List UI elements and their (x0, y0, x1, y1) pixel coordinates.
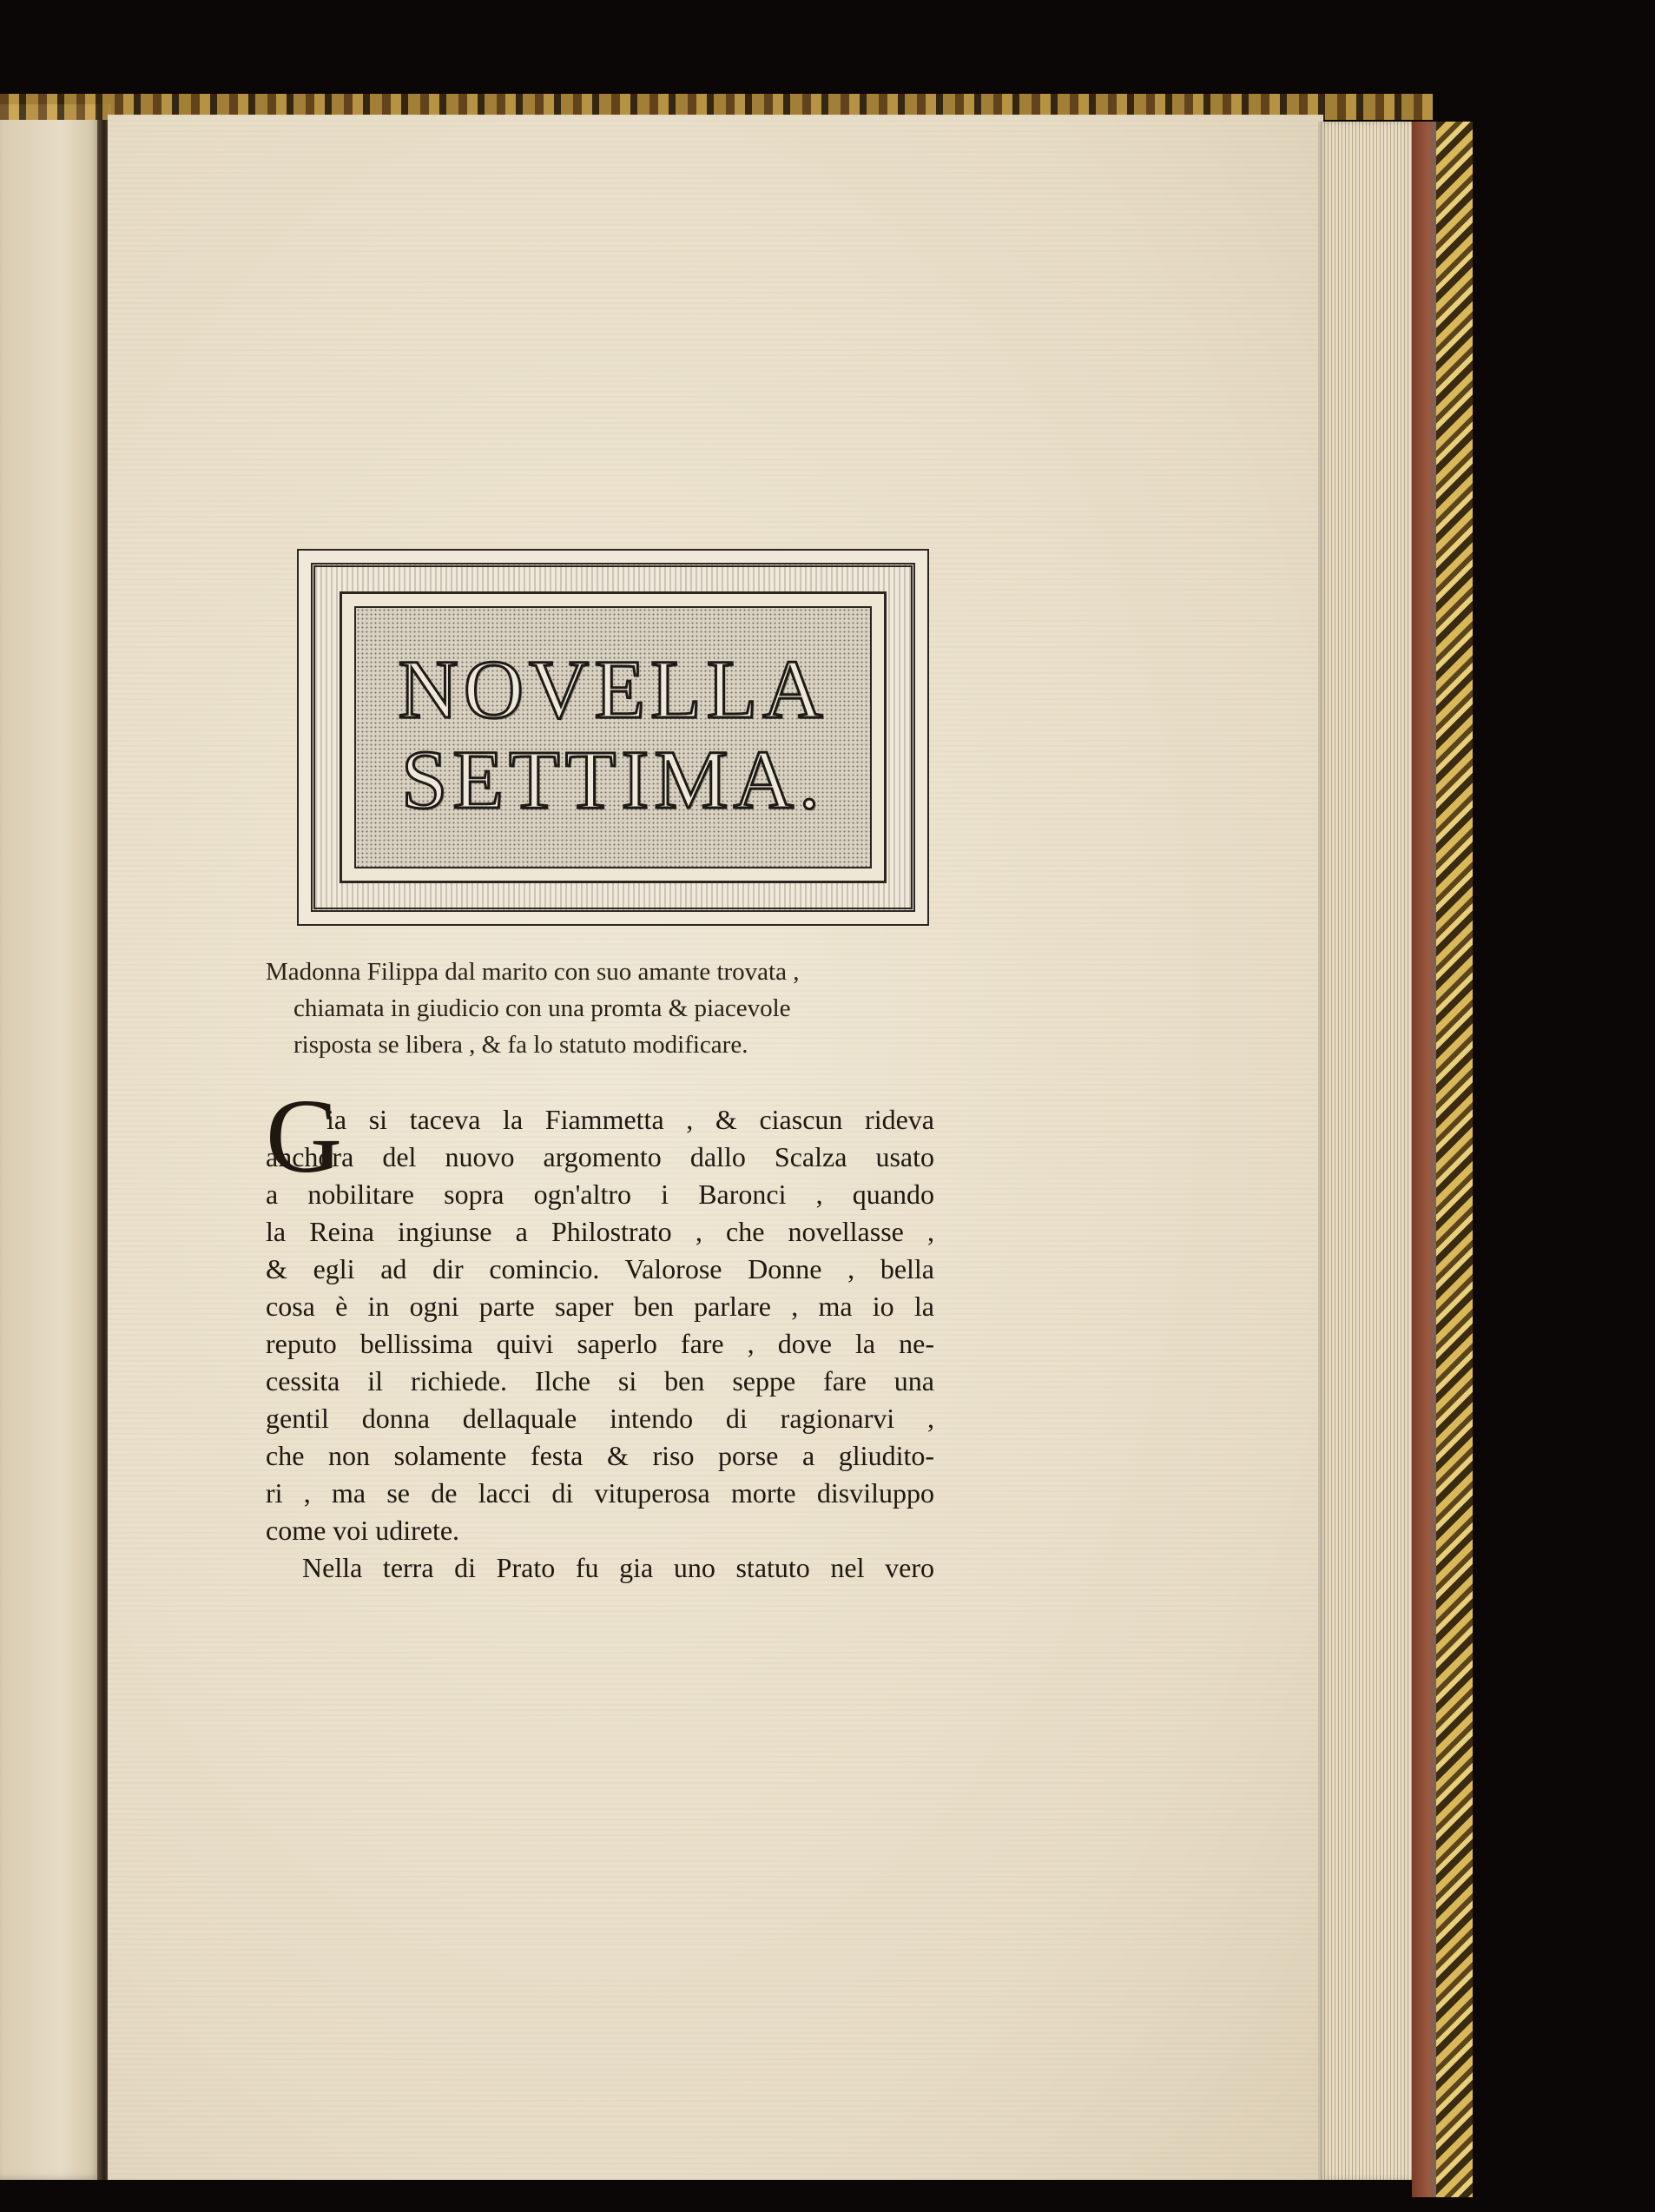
body-line: ri , ma se de lacci di vituperosa morte disviluppo (266, 1477, 934, 1509)
drop-cap: G (266, 1078, 343, 1195)
plate-inner-border (340, 591, 887, 883)
body-line: gentil donna dellaquale intendo di ragionarvi , (266, 1403, 934, 1434)
body-line-new-paragraph: Nella terra di Prato fu gia uno statuto nel vero (302, 1552, 934, 1583)
argument-line: chiamata in giudicio con una promta & piacevole (293, 994, 791, 1022)
plate-title-line-1: NOVELLA (398, 643, 828, 736)
body-line: ia si taceva la Fiammetta , & ciascun rideva (326, 1104, 934, 1135)
body-line: come voi udirete. (266, 1515, 460, 1546)
body-line: reputo bellissima quivi saperlo fare , dove la ne- (266, 1328, 934, 1359)
page-edges (1318, 122, 1414, 2180)
engraved-title-plate (297, 549, 929, 926)
body-line: cessita il richiede. Ilche si ben seppe fare una (266, 1365, 934, 1397)
plate-stippled-field (354, 606, 872, 868)
body-line: cosa è in ogni parte saper ben parlare , ma io la (266, 1291, 934, 1322)
body-line: & egli ad dir comincio. Valorose Donne , bella (266, 1253, 934, 1284)
story-argument (266, 954, 934, 1063)
body-line: anchora del nuovo argomento dallo Scalza usato (266, 1141, 934, 1172)
body-line: a nobilitare sopra ogn'altro i Baronci , quando (266, 1179, 934, 1210)
body-text (266, 1101, 934, 1587)
plate-ornamental-frame (311, 563, 915, 912)
gilt-spine-ornament (1436, 122, 1473, 2197)
plate-title-line-2: SETTIMA. (401, 733, 825, 826)
facing-page-left (0, 104, 102, 2180)
body-line: la Reina ingiunse a Philostrato , che novellasse , (266, 1216, 934, 1247)
argument-line: Madonna Filippa dal marito con suo amante trovata , (266, 958, 800, 986)
body-line: che non solamente festa & riso porse a gliudito- (266, 1440, 934, 1471)
argument-line: risposta se libera , & fa lo statuto modificare. (293, 1031, 748, 1059)
